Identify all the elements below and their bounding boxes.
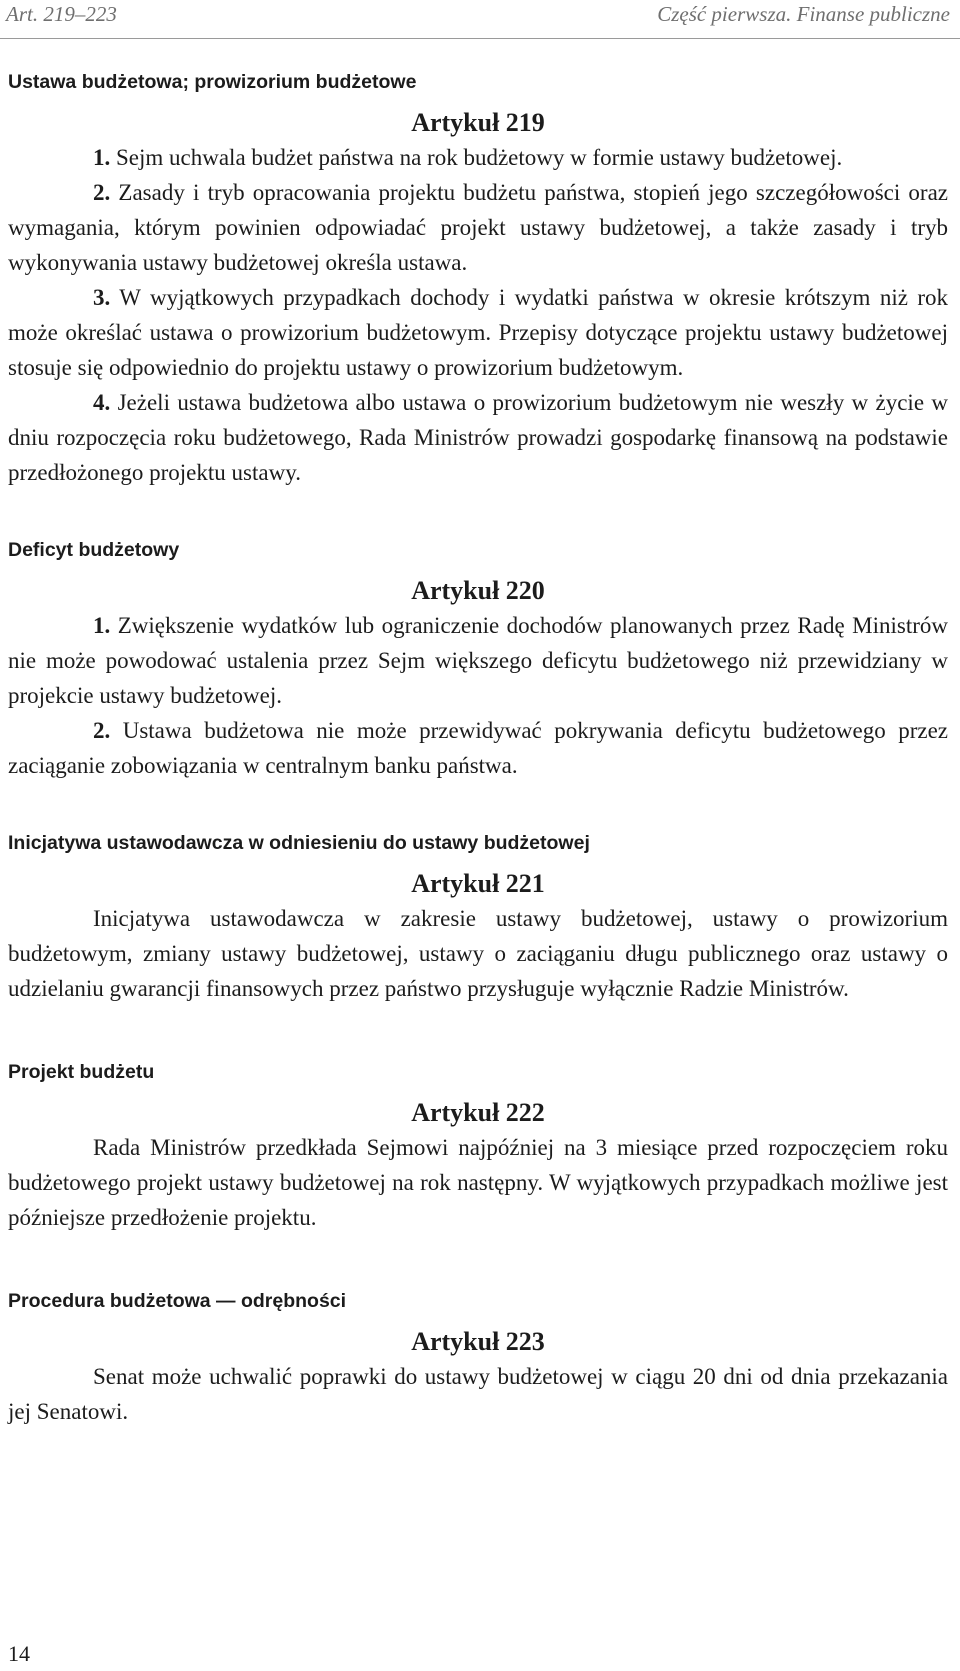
paragraph-number: 2. bbox=[93, 180, 111, 205]
article-title: Artykuł 222 bbox=[411, 1098, 545, 1127]
header-part-title: Część pierwsza. Finanse publiczne bbox=[657, 2, 950, 26]
paragraph-number: 1. bbox=[93, 145, 111, 170]
paragraph-number: 2. bbox=[93, 718, 111, 743]
section-heading: Projekt budżetu bbox=[8, 1061, 155, 1083]
paragraph-number: 3. bbox=[93, 285, 111, 310]
article-paragraph bbox=[8, 608, 948, 713]
article-paragraph: Inicjatywa ustawodawcza w zakresie ustawy budżetowej, ustawy o prowizorium budżetowym, zmiany ustawy budżetowej, ustawy o zaciąganiu długu publicznego oraz ustawy o udzielaniu gwarancji finansowych przez państwo przysługuje wyłącznie Radzie Ministrów. bbox=[8, 906, 948, 1001]
paragraph-text: W wyjątkowych przypadkach dochody i wydatki państwa w okresie krótszym niż rok może określać ustawa o prowizorium budżetowym. Przepisy dotyczące projektu ustawy budżetowej stosuje się odpowiednio do projektu ustawy o prowizorium budżetowym. bbox=[8, 285, 949, 380]
article-title: Artykuł 223 bbox=[411, 1327, 545, 1356]
paragraph-text: Zwiększenie wydatków lub ograniczenie dochodów planowanych przez Radę Ministrów nie może powodować ustalenia przez Sejm większego deficytu budżetowego niż przewidziany w projekcie ustawy budżetowej. bbox=[8, 613, 948, 708]
paragraph-number: 4. bbox=[93, 390, 111, 415]
page-number: 14 bbox=[8, 1641, 30, 1666]
header-rule bbox=[0, 38, 960, 39]
article-paragraph bbox=[8, 175, 948, 280]
article-paragraph: Senat może uchwalić poprawki do ustawy budżetowej w ciągu 20 dni od dnia przekazania jej Senatowi. bbox=[8, 1364, 948, 1424]
section-article-222 bbox=[8, 1058, 948, 1235]
paragraph-text: Zasady i tryb opracowania projektu budżetu państwa, stopień jego szczegółowości oraz wymagania, którym powinien odpowiadać projekt ustawy budżetowej, a także zasady i tryb wykonywania ustawy budżetowej określa ustawa. bbox=[8, 180, 948, 275]
paragraph-number: 1. bbox=[93, 613, 111, 638]
article-title: Artykuł 219 bbox=[411, 108, 545, 137]
article-paragraph: Rada Ministrów przedkłada Sejmowi najpóźniej na 3 miesiące przed rozpoczęciem roku budżetowego projekt ustawy budżetowej na rok następny. W wyjątkowych przypadkach możliwe jest późniejsze przedłożenie projektu. bbox=[8, 1135, 948, 1230]
article-paragraph bbox=[8, 280, 948, 385]
section-article-221 bbox=[8, 829, 948, 1006]
article-title: Artykuł 220 bbox=[411, 576, 545, 605]
article-paragraph bbox=[8, 140, 948, 175]
paragraph-text: Jeżeli ustawa budżetowa albo ustawa o prowizorium budżetowym nie weszły w życie w dniu rozpoczęcia roku budżetowego, Rada Ministrów prowadzi gospodarkę finansową na podstawie przedłożonego projektu ustawy. bbox=[8, 390, 948, 485]
section-heading: Procedura budżetowa — odrębności bbox=[8, 1290, 347, 1312]
section-heading: Inicjatywa ustawodawcza w odniesieniu do ustawy budżetowej bbox=[8, 832, 590, 854]
section-article-220 bbox=[8, 536, 948, 783]
paragraph-text: Ustawa budżetowa nie może przewidywać pokrywania deficytu budżetowego przez zaciąganie zobowiązania w centralnym banku państwa. bbox=[8, 718, 948, 778]
section-article-223 bbox=[8, 1287, 948, 1429]
header-article-range: Art. 219–223 bbox=[6, 2, 117, 26]
article-paragraph bbox=[8, 713, 948, 783]
paragraph-text: Sejm uchwala budżet państwa na rok budżetowy w formie ustawy budżetowej. bbox=[116, 145, 843, 170]
section-heading: Deficyt budżetowy bbox=[8, 539, 180, 561]
section-heading: Ustawa budżetowa; prowizorium budżetowe bbox=[8, 71, 417, 93]
running-header bbox=[6, 2, 950, 27]
page-content bbox=[8, 68, 948, 1429]
article-paragraph bbox=[8, 385, 948, 490]
article-title: Artykuł 221 bbox=[411, 869, 545, 898]
section-article-219 bbox=[8, 68, 948, 490]
